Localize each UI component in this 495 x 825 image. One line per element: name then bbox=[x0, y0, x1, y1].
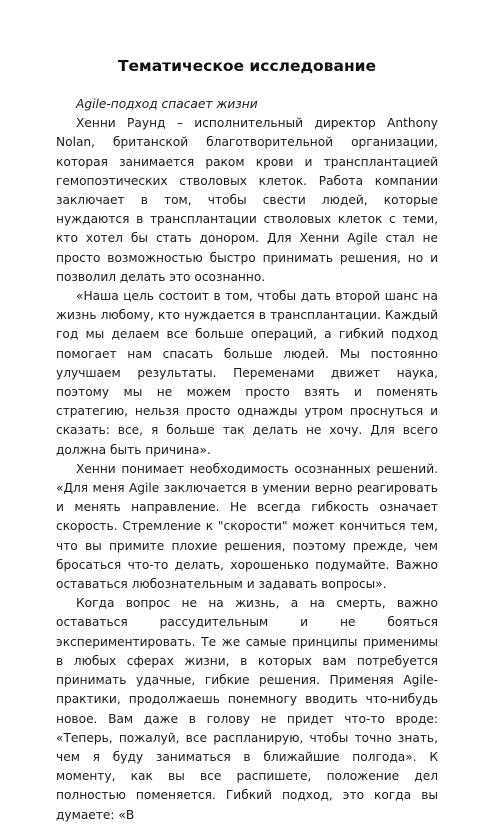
document-page bbox=[56, 55, 438, 825]
paragraph-3: Хенни понимает необходимость осознанных решений. «Для меня Agile заключается в умении верно реагировать и менять направление. Не всегда гибкость означает скорость. Стремление к "скорости" может кончиться тем, что вы примите плохие решения, поэтому прежде, чем бросаться что-то делать, хорошенько подумайте. Важно оставаться любознательным и задавать вопросы». bbox=[56, 461, 438, 592]
paragraph-1: Хенни Раунд – исполнительный директор Anthony Nolan, британской благотворительной организации, которая занимается раком крови и трансплантацией гемопоэтических стволовых клеток. Работа компании заключает в том, чтобы свести людей, которые нуждаются в трансплантации стволовых клеток с теми, кто хотел бы стать донором. Для Хенни Agile стал не просто возможностью быстро принимать решения, но и позволил делать это осознанно. bbox=[56, 116, 438, 284]
section-subtitle: Agile-подход спасает жизни bbox=[76, 97, 258, 111]
paragraph-4: Когда вопрос не на жизнь, а на смерть, важно оставаться рассудительным и не бояться экспериментировать. Те же самые принципы применимы в любых сферах жизни, в которых вам потребуется принимать удачные, гибкие решения. Применяя Agile-практики, продолжаешь понемногу вводить что-нибудь новое. Вам даже в голову не придет что-то вроде: «Теперь, пожалуй, все распланирую, чтобы точно знать, чем я буду заниматься в ближайшие полгода». К моменту, как вы все распишете, положение дел полностью поменяется. Гибкий подход, это когда вы думаете: «В bbox=[56, 596, 438, 822]
paragraph-2: «Наша цель состоит в том, чтобы дать второй шанс на жизнь любому, кто нуждается в трансплантации. Каждый год мы делаем все больше операций, а гибкий подход помогает нам спасать больше людей. Мы постоянно улучшаем результаты. Переменами движет наука, поэтому мы не можем просто взять и поменять стратегию, нельзя просто однажды утром проснуться и сказать: все, я больше так делать не хочу. Для всего должна быть причина». bbox=[56, 289, 438, 457]
page-title: Тематическое исследование bbox=[117, 57, 377, 75]
